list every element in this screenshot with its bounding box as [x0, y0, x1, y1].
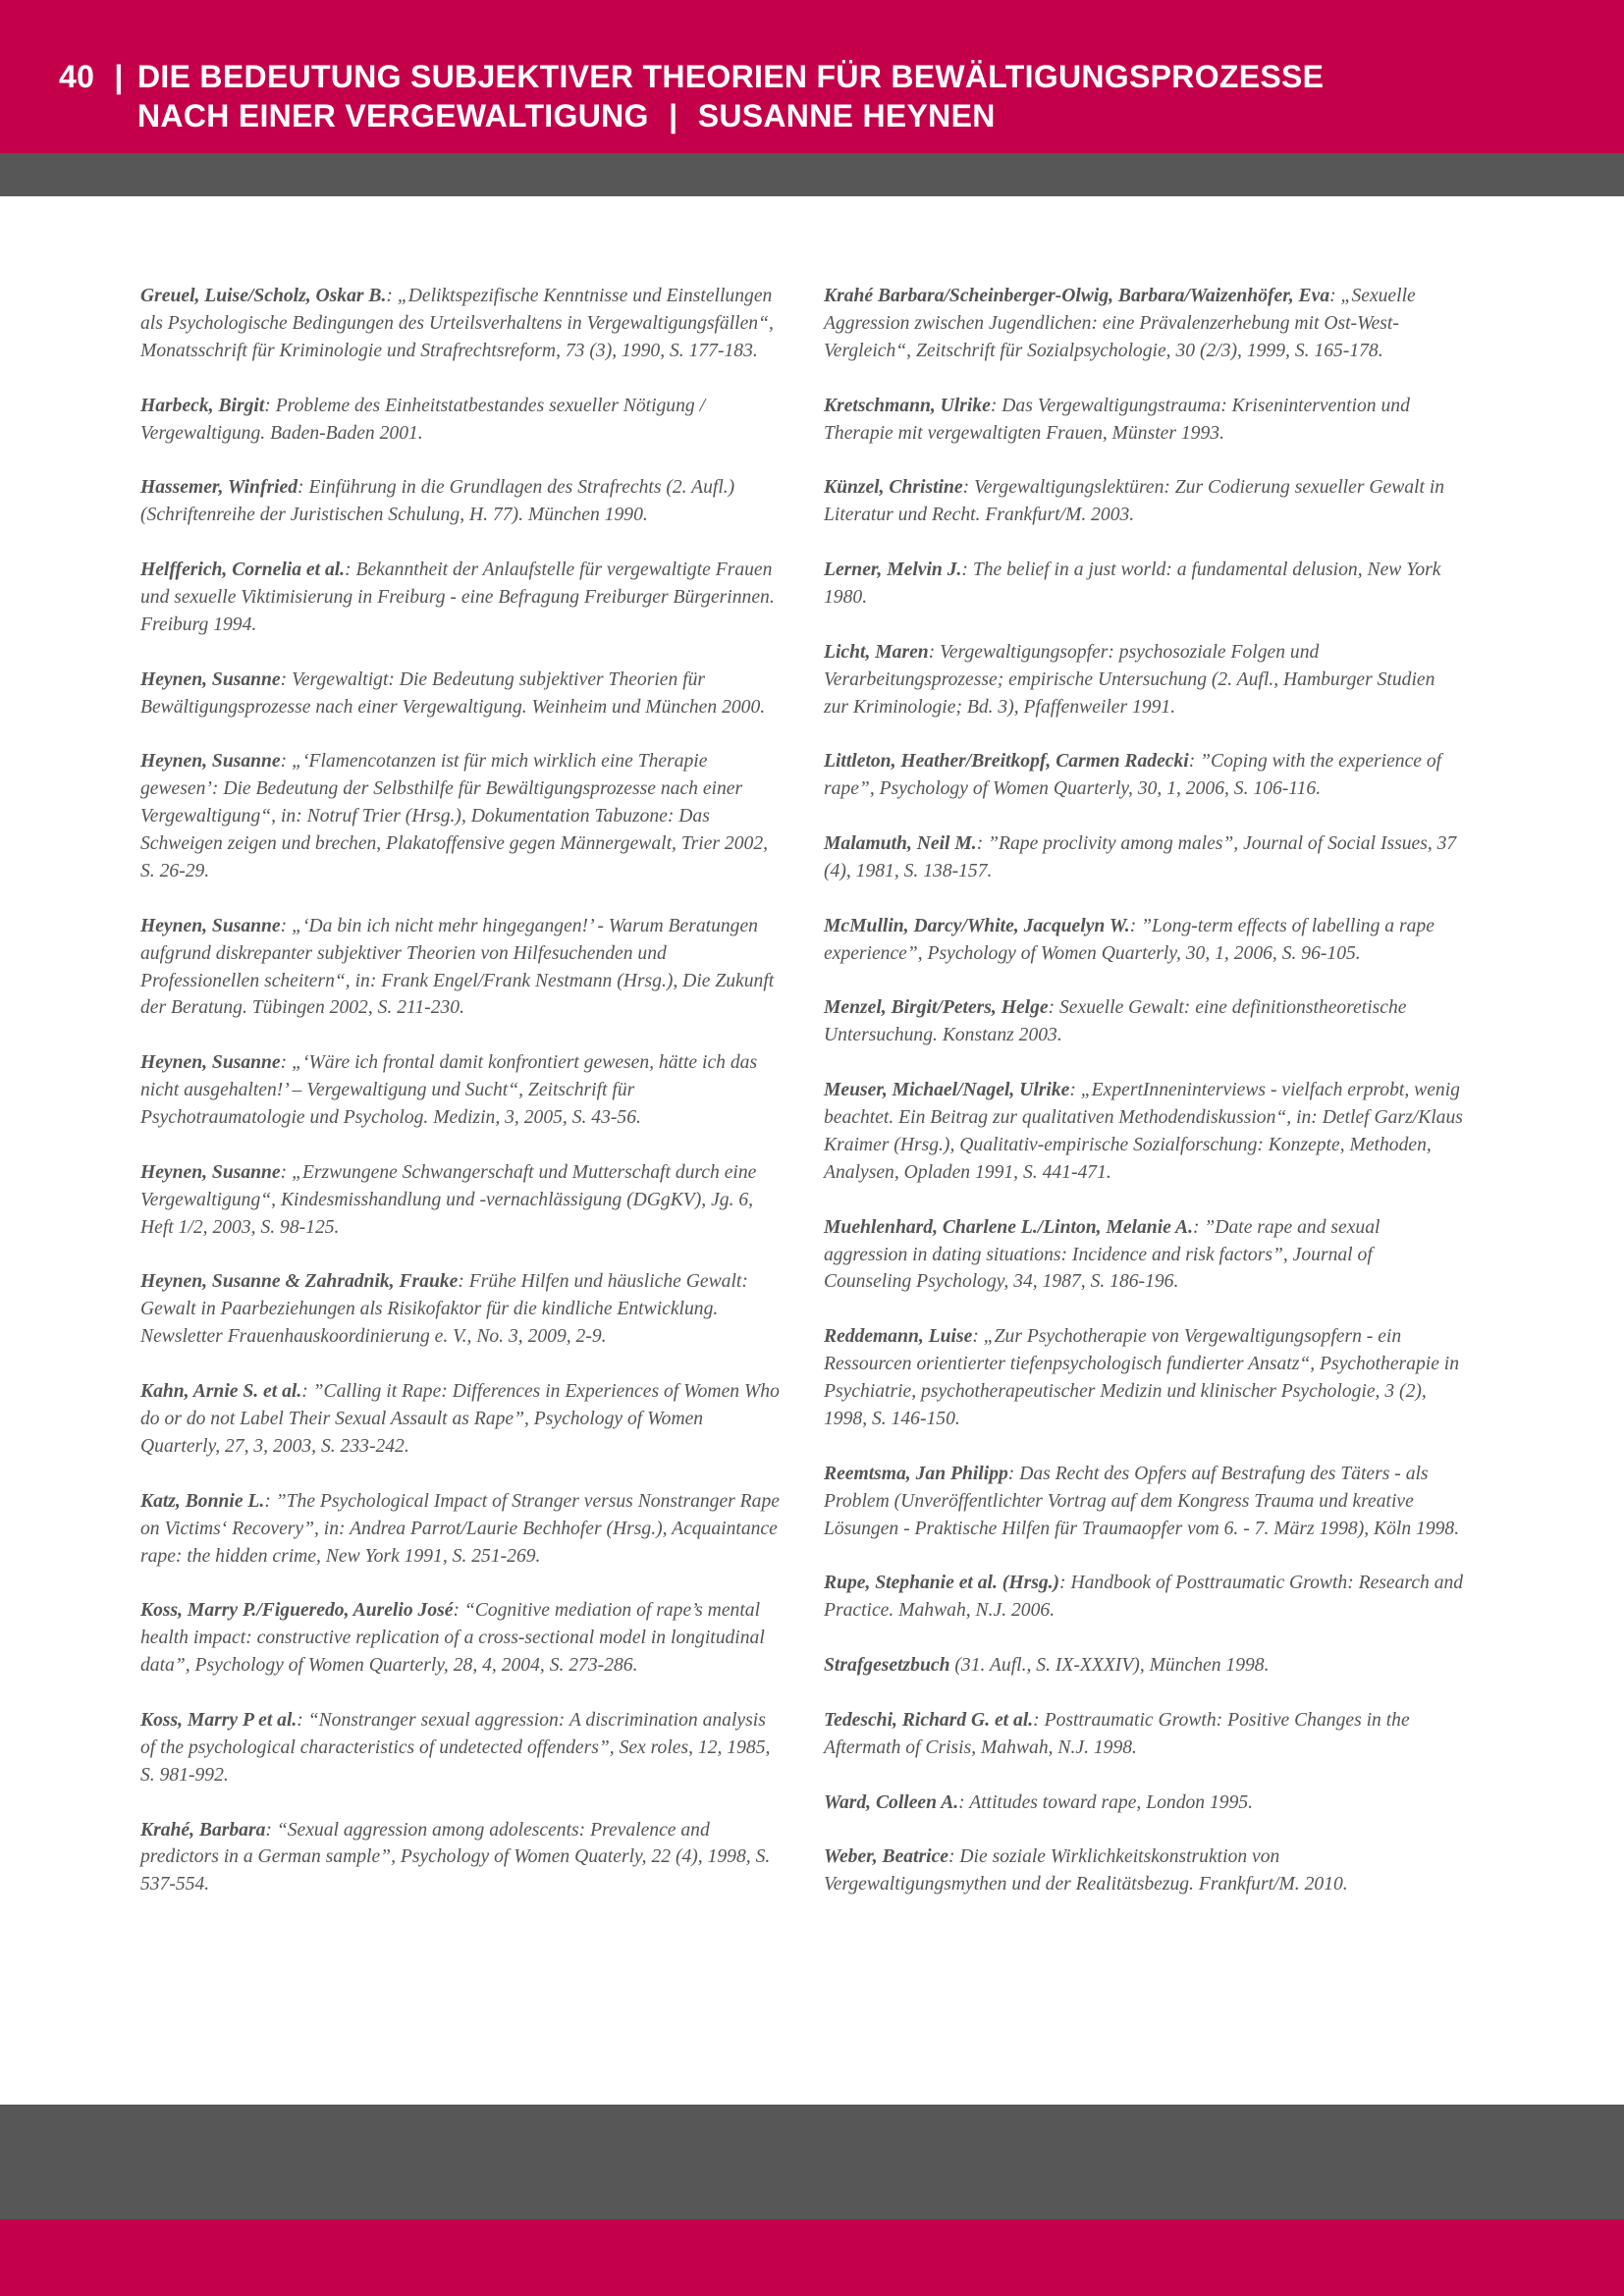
- reference-entry: [824, 1789, 1464, 1817]
- reference-details: : „ExpertInneninterviews - vielfach erprobt, wenig beachtet. Ein Beitrag zur qualitativen Methodendiskussion“, in: Detlef Garz/Klaus Kraimer (Hrsg.), Qualitativ-empirische Sozialforschung: Konzepte, Methoden, Analysen, Opladen 1991, S. 441-471.: [824, 1080, 1463, 1183]
- reference-author: Krahé, Barbara: [140, 1819, 266, 1841]
- reference-author: Ward, Colleen A.: [824, 1791, 959, 1813]
- reference-entry: [140, 474, 781, 529]
- reference-author: Katz, Bonnie L.: [140, 1490, 265, 1512]
- reference-details: : „‘Da bin ich nicht mehr hingegangen!’ - Warum Beratungen aufgrund diskrepanter subjektiver Theorien von Hilfesuchenden und Professionellen scheitern“, in: Frank Engel/Frank Nestmann (Hrsg.), Die Zukunft der Beratung. Tübingen 2002, S. 211-230.: [140, 915, 775, 1019]
- reference-author: Malamuth, Neil M.: [824, 833, 977, 855]
- reference-details: : Die soziale Wirklichkeitskonstruktion von Vergewaltigungsmythen und der Realitätsbezug. Frankfurt/M. 2010.: [824, 1846, 1348, 1896]
- reference-details: : ”Rape proclivity among males”, Journal of Social Issues, 37 (4), 1981, S. 138-157.: [824, 833, 1457, 881]
- reference-author: Kahn, Arnie S. et al.: [140, 1381, 302, 1403]
- reference-entry: [140, 1378, 781, 1461]
- reference-entry: [140, 1159, 781, 1242]
- reference-author: Rupe, Stephanie et al. (Hrsg.): [824, 1573, 1060, 1594]
- reference-details: : Posttraumatic Growth: Positive Changes in the Aftermath of Crisis, Mahwah, N.J. 1998.: [824, 1709, 1410, 1758]
- reference-author: Greuel, Luise/Scholz, Oskar B.: [140, 286, 387, 306]
- reference-details: : Bekanntheit der Anlaufstelle für vergewaltigte Frauen und sexuelle Viktimisierung in Freiburg - eine Befragung Freiburger Bürgerinnen. Freiburg 1994.: [140, 560, 775, 635]
- reference-details: : ”The Psychological Impact of Stranger versus Nonstranger Rape on Victims‘ Recovery”, in: Andrea Parrot/Laurie Bechhofer (Hrsg.), Acquaintance rape: the hidden crime, New York 1991, S. 251-269.: [140, 1490, 780, 1567]
- reference-entry: [824, 1652, 1464, 1680]
- reference-details: : “Cognitive mediation of rape’s mental health impact: constructive replication of a cross-sectional model in longitudinal data”, Psychology of Women Quarterly, 28, 4, 2004, S. 273-286.: [140, 1600, 765, 1677]
- reference-author: McMullin, Darcy/White, Jacquelyn W.: [824, 915, 1130, 936]
- reference-author: Heynen, Susanne: [140, 1052, 281, 1074]
- reference-author: Harbeck, Birgit: [140, 395, 265, 416]
- reference-author: Helfferich, Cornelia et al.: [140, 560, 346, 581]
- header-line-2: [59, 96, 1324, 135]
- reference-author: Kretschmann, Ulrike: [824, 395, 991, 416]
- reference-entry: [140, 393, 781, 448]
- reference-details: : „Erzwungene Schwangerschaft und Mutterschaft durch eine Vergewaltigung“, Kindesmisshandlung und -vernachlässigung (DGgKV), Jg. 6, Heft 1/2, 2003, S. 98-125.: [140, 1161, 757, 1238]
- reference-details: : “Nonstranger sexual aggression: A discrimination analysis of the psychological characteristics of undetected offenders”, Sex roles, 12, 1985, S. 981-992.: [140, 1709, 771, 1786]
- reference-entry: [140, 913, 781, 1023]
- reference-details: : Handbook of Posttraumatic Growth: Research and Practice. Mahwah, N.J. 2006.: [824, 1573, 1464, 1622]
- reference-entry: [140, 1707, 781, 1789]
- reference-author: Koss, Marry P et al.: [140, 1709, 298, 1731]
- reference-author: Reddemann, Luise: [824, 1326, 973, 1348]
- reference-author: Heynen, Susanne & Zahradnik, Frauke: [140, 1271, 459, 1293]
- reference-entry: [824, 1461, 1464, 1543]
- reference-entry: [824, 1843, 1464, 1898]
- reference-details: : Frühe Hilfen und häusliche Gewalt: Gewalt in Paarbeziehungen als Risikofaktor für die kindliche Entwicklung. Newsletter Frauenhauskoordinierung e. V., No. 3, 2009, 2-9.: [140, 1271, 748, 1348]
- reference-details: : Vergewaltigungslektüren: Zur Codierung sexueller Gewalt in Literatur und Recht. Frankfurt/M. 2003.: [824, 477, 1445, 526]
- reference-author: Heynen, Susanne: [140, 1161, 281, 1183]
- reference-entry: [140, 748, 781, 885]
- reference-author: Lerner, Melvin J.: [824, 560, 962, 581]
- reference-author: Muehlenhard, Charlene L./Linton, Melanie A.: [824, 1216, 1193, 1238]
- reference-author: Weber, Beatrice: [824, 1846, 948, 1868]
- reference-details: : Vergewaltigungsopfer: psychosoziale Folgen und Verarbeitungsprozesse; empirische Untersuchung (2. Aufl., Hamburger Studien zur Kriminologie; Bd. 3), Pfaffenweiler 1991.: [824, 641, 1435, 718]
- bibliography-right-column: [824, 283, 1464, 1926]
- reference-author: Meuser, Michael/Nagel, Ulrike: [824, 1080, 1070, 1101]
- reference-details: : ”Long-term effects of labelling a rape experience”, Psychology of Women Quarterly, 30, 1, 2006, S. 96-105.: [824, 915, 1435, 964]
- reference-author: Licht, Maren: [824, 641, 929, 663]
- reference-details: : Das Vergewaltigungstrauma: Krisenintervention und Therapie mit vergewaltigten Frauen, Münster 1993.: [824, 395, 1410, 444]
- reference-entry: [140, 1268, 781, 1351]
- reference-entry: [140, 1049, 781, 1132]
- reference-details: : ”Date rape and sexual aggression in dating situations: Incidence and risk factors”, Journal of Counseling Psychology, 34, 1987, S. 186-196.: [824, 1216, 1380, 1293]
- reference-author: Hassemer, Winfried: [140, 477, 298, 499]
- reference-author: Heynen, Susanne: [140, 668, 281, 690]
- page-header-title: [59, 57, 1324, 135]
- reference-entry: [140, 557, 781, 639]
- reference-details: : „Sexuelle Aggression zwischen Jugendlichen: eine Prävalenzerhebung mit Ost-West-Vergleich“, Zeitschrift für Sozialpsychologie, 30 (2/3), 1999, S. 165-178.: [824, 286, 1416, 361]
- reference-details: : „‘Wäre ich frontal damit konfrontiert gewesen, hätte ich das nicht ausgehalten!’ – Vergewaltigung und Sucht“, Zeitschrift für Psychotraumatologie und Psycholog. Medizin, 3, 2005, S. 43-56.: [140, 1052, 758, 1129]
- header-title-line-1: DIE BEDEUTUNG SUBJEKTIVER THEORIEN FÜR BEWÄLTIGUNGSPROZESSE: [137, 59, 1325, 94]
- reference-entry: [824, 1323, 1464, 1433]
- reference-entry: [140, 667, 781, 721]
- reference-details: : ”Coping with the experience of rape”, Psychology of Women Quarterly, 30, 1, 2006, S. 106-116.: [824, 751, 1442, 800]
- reference-entry: [824, 1214, 1464, 1297]
- reference-author: Krahé Barbara/Scheinberger-Olwig, Barbara/Waizenhöfer, Eva: [824, 286, 1330, 306]
- reference-details: : Attitudes toward rape, London 1995.: [958, 1791, 1254, 1813]
- bibliography-left-column: [140, 283, 781, 1926]
- header-gray-band: [0, 153, 1624, 196]
- footer-band: [0, 2219, 1624, 2296]
- footer-gray-band: [0, 2105, 1624, 2219]
- header-line-1: [59, 57, 1324, 96]
- reference-entry: [824, 639, 1464, 721]
- reference-details: : Einführung in die Grundlagen des Strafrechts (2. Aufl.) (Schriftenreihe der Juristischen Schulung, H. 77). München 1990.: [140, 477, 735, 526]
- reference-author: Menzel, Birgit/Peters, Helge: [824, 997, 1049, 1019]
- reference-details: : ”Calling it Rape: Differences in Experiences of Women Who do or do not Label Their Sexual Assault as Rape”, Psychology of Women Quarterly, 27, 3, 2003, S. 233-242.: [140, 1381, 780, 1457]
- reference-entry: [140, 283, 781, 365]
- reference-author: Heynen, Susanne: [140, 915, 281, 936]
- reference-entry: [824, 748, 1464, 803]
- reference-entry: [140, 1488, 781, 1571]
- reference-entry: [140, 1597, 781, 1680]
- reference-entry: [824, 913, 1464, 968]
- reference-entry: [824, 1707, 1464, 1762]
- reference-author: Reemtsma, Jan Philipp: [824, 1463, 1008, 1484]
- reference-details: : The belief in a just world: a fundamental delusion, New York 1980.: [824, 560, 1441, 608]
- reference-author: Strafgesetzbuch: [824, 1655, 950, 1677]
- reference-author: Koss, Marry P./Figueredo, Aurelio José: [140, 1600, 454, 1622]
- reference-details: : “Sexual aggression among adolescents: Prevalence and predictors in a German sample”, Psychology of Women Quaterly, 22 (4), 1998, S. 537-554.: [140, 1819, 771, 1896]
- reference-details: (31. Aufl., S. IX-XXXIV), München 1998.: [949, 1655, 1270, 1677]
- header-separator: |: [114, 59, 124, 94]
- reference-details: : „‘Flamencotanzen ist für mich wirklich eine Therapie gewesen’: Die Bedeutung der Selbsthilfe für Bewältigungsprozesse nach einer Vergewaltigung“, in: Notruf Trier (Hrsg.), Dokumentation Tabuzone: Das Schweigen zeigen und brechen, Plakatoffensive gegen Männergewalt, Trier 2002, S. 26-29.: [140, 751, 769, 881]
- reference-details: : Probleme des Einheitstatbestandes sexueller Nötigung / Vergewaltigung. Baden-Baden 2001.: [140, 395, 706, 444]
- reference-details: : Vergewaltigt: Die Bedeutung subjektiver Theorien für Bewältigungsprozesse nach einer Vergewaltigung. Weinheim und München 2000.: [140, 668, 766, 718]
- header-author: SUSANNE HEYNEN: [697, 98, 996, 133]
- reference-author: Tedeschi, Richard G. et al.: [824, 1709, 1034, 1731]
- reference-author: Littleton, Heather/Breitkopf, Carmen Radecki: [824, 751, 1189, 773]
- reference-entry: [824, 393, 1464, 448]
- reference-details: : Das Recht des Opfers auf Bestrafung des Täters - als Problem (Unveröffentlichter Vortrag auf dem Kongress Trauma und kreative Lösungen - Praktische Hilfen für Traumaopfer vom 6. - 7. März 1998), Köln 1998.: [824, 1463, 1460, 1539]
- reference-author: Heynen, Susanne: [140, 751, 281, 773]
- header-title-line-2: NACH EINER VERGEWALTIGUNG: [137, 98, 649, 133]
- reference-details: : „Zur Psychotherapie von Vergewaltigungsopfern - ein Ressourcen orientierter tiefenpsychologisch fundierter Ansatz“, Psychotherapie in Psychiatrie, psychotherapeutischer Medizin und klinischer Psychologie, 3 (2), 1998, S. 146-150.: [824, 1326, 1460, 1429]
- reference-entry: [824, 1570, 1464, 1625]
- reference-details: : Sexuelle Gewalt: eine definitionstheoretische Untersuchung. Konstanz 2003.: [824, 997, 1407, 1046]
- reference-author: Künzel, Christine: [824, 477, 963, 499]
- reference-entry: [824, 994, 1464, 1049]
- reference-details: : „Deliktspezifische Kenntnisse und Einstellungen als Psychologische Bedingungen des Urteilsverhaltens in Vergewaltigungsfällen“, Monatsschrift für Kriminologie und Strafrechtsreform, 73 (3), 1990, S. 177-183.: [140, 286, 774, 361]
- reference-entry: [824, 830, 1464, 885]
- page-number: 40: [59, 59, 95, 94]
- reference-entry: [824, 474, 1464, 529]
- reference-entry: [824, 1077, 1464, 1187]
- reference-entry: [140, 1817, 781, 1899]
- reference-entry: [824, 557, 1464, 612]
- header-separator: |: [669, 98, 678, 133]
- reference-entry: [824, 283, 1464, 365]
